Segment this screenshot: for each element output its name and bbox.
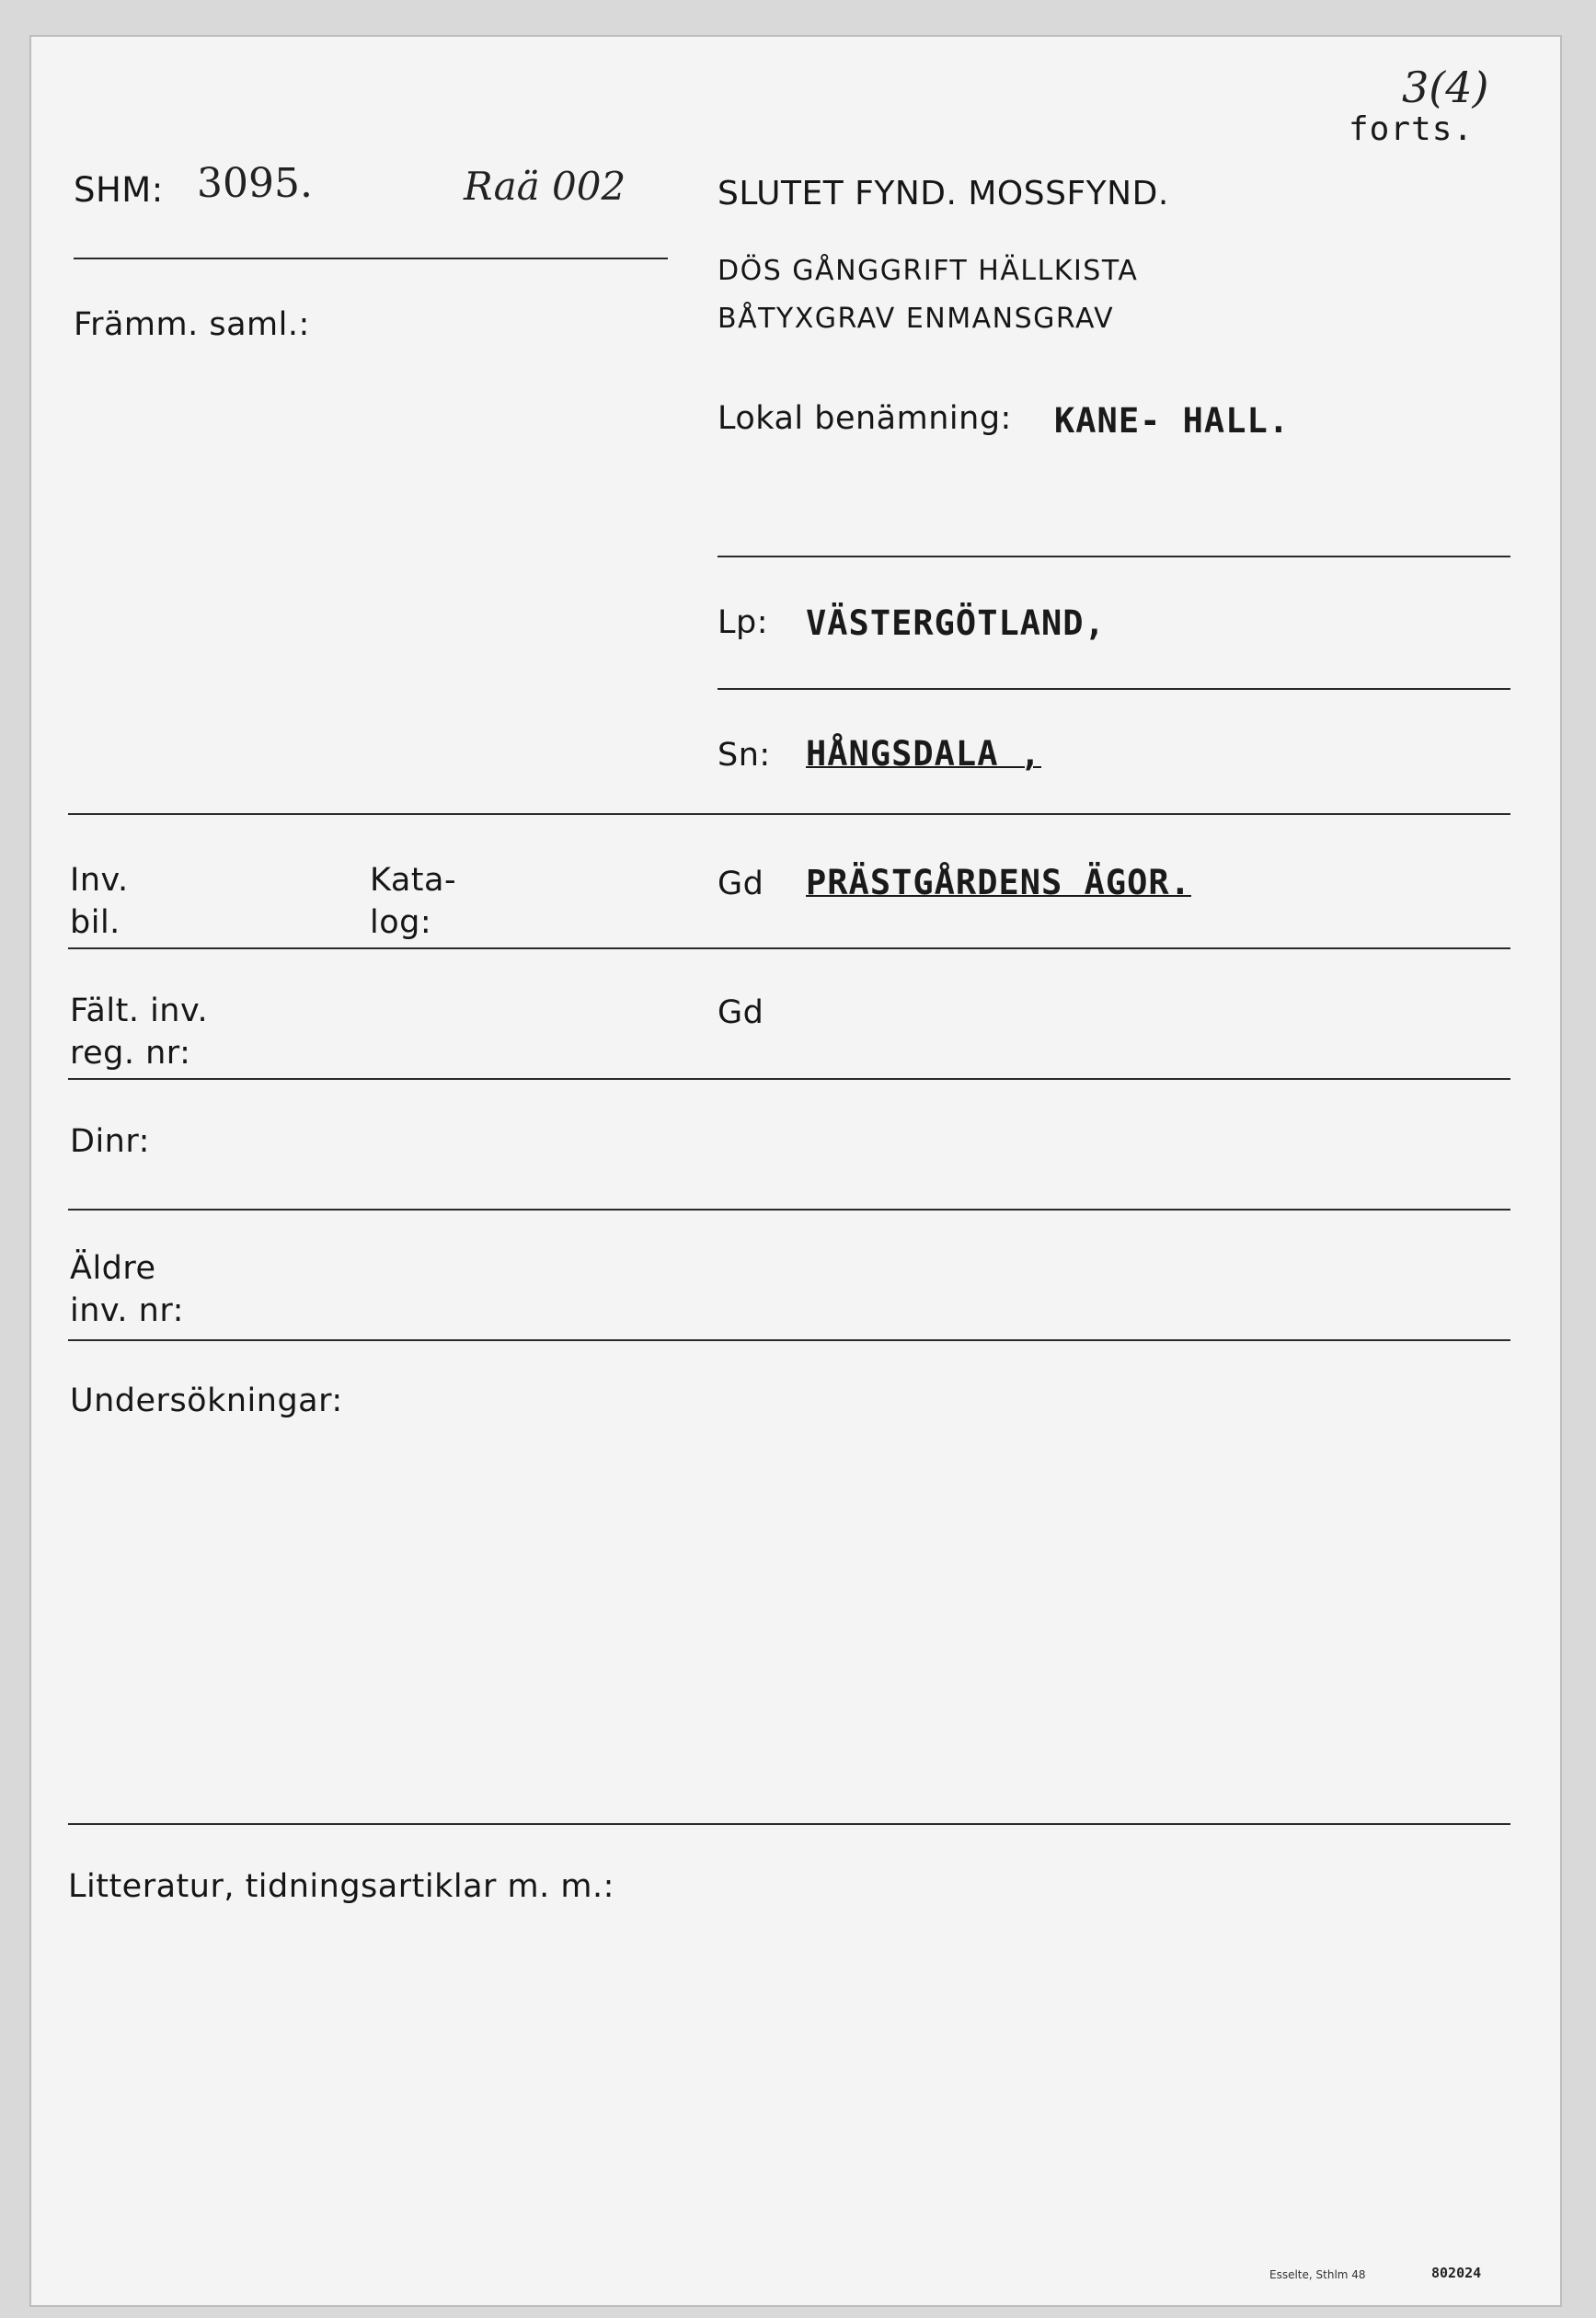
grave-types-line1: DÖS GÅNGGRIFT HÄLLKISTA: [718, 255, 1139, 287]
gd2-label: Gd: [718, 994, 764, 1031]
dinr-label: Dinr:: [70, 1123, 150, 1160]
rule-full-5: [68, 1339, 1510, 1341]
lp-label: Lp:: [718, 604, 769, 641]
rule-under-shm: [74, 258, 668, 259]
catalog-card: [31, 37, 1560, 2305]
reg-nr-label: reg. nr:: [70, 1035, 191, 1072]
sn-value: HÅNGSDALA ,: [806, 734, 1042, 774]
lokal-label: Lokal benämning:: [718, 400, 1012, 437]
rule-under-lp: [718, 688, 1510, 690]
grave-types-line2: BÅTYXGRAV ENMANSGRAV: [718, 303, 1115, 335]
falt-inv-label: Fält. inv.: [70, 993, 209, 1029]
rule-full-3: [68, 1078, 1510, 1080]
rule-full-6: [68, 1823, 1510, 1825]
publisher-imprint: Esselte, Sthlm 48: [1269, 2268, 1366, 2281]
kata-label: Kata-: [370, 862, 457, 899]
page-mark: 3(4): [1402, 63, 1489, 112]
rule-full-1: [68, 813, 1510, 815]
lokal-value: KANE- HALL.: [1054, 401, 1291, 441]
inv-label: Inv.: [70, 862, 129, 899]
gd-value: PRÄSTGÅRDENS ÄGOR.: [806, 863, 1191, 902]
aldre-inv-nr-label: inv. nr:: [70, 1292, 184, 1329]
shm-label: SHM:: [74, 170, 164, 210]
framm-saml-label: Främm. saml.:: [74, 306, 310, 343]
raa-note: Raä 002: [464, 164, 626, 209]
aldre-label: Äldre: [70, 1250, 156, 1287]
litteratur-label: Litteratur, tidningsartiklar m. m.:: [68, 1868, 614, 1905]
rule-under-lokal: [718, 556, 1510, 557]
rule-full-4: [68, 1209, 1510, 1211]
form-number: 802024: [1431, 2265, 1482, 2281]
rule-full-2: [68, 947, 1510, 949]
log-label: log:: [370, 904, 432, 941]
reverse-side-show-through: [243, 368, 1531, 1002]
continued-note: forts.: [1349, 110, 1475, 148]
sn-label: Sn:: [718, 737, 771, 774]
gd-label: Gd: [718, 866, 764, 902]
shm-number: 3095.: [197, 160, 313, 207]
bil-label: bil.: [70, 904, 121, 941]
undersokningar-label: Undersökningar:: [70, 1383, 343, 1419]
find-types: SLUTET FYND. MOSSFYND.: [718, 175, 1169, 212]
lp-value: VÄSTERGÖTLAND,: [806, 603, 1106, 643]
